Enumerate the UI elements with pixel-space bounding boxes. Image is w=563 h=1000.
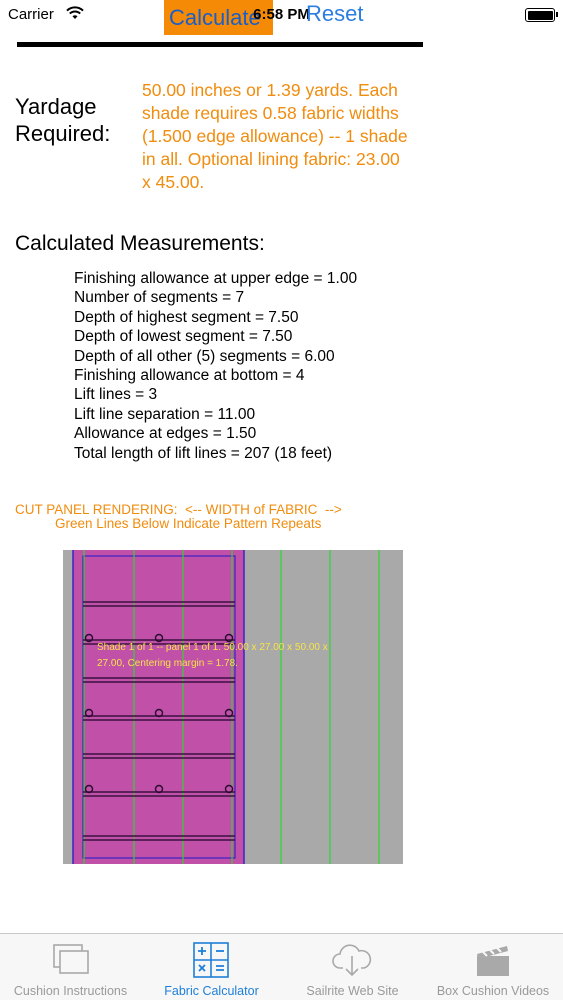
calculated-heading: Calculated Measurements: [15, 232, 265, 255]
tab-label: Sailrite Web Site [306, 984, 399, 998]
tab-label: Cushion Instructions [13, 984, 128, 998]
measurement-item: Finishing allowance at upper edge = 1.00 [74, 270, 358, 287]
calculate-button[interactable]: Calculate [164, 0, 273, 35]
cut-panel-subtitle: Green Lines Below Indicate Pattern Repeats [55, 516, 322, 531]
measurement-item: Lift line separation = 11.00 [74, 405, 256, 423]
measurement-item: Depth of highest segment = 7.50 [74, 308, 299, 326]
tab-cushion-instructions[interactable] [0, 934, 141, 1000]
measurement-item: Depth of lowest segment = 7.50 [74, 328, 293, 346]
cushion-instructions-icon [51, 942, 91, 978]
measurements-list [74, 269, 357, 463]
measurement-item: Lift lines = 3 [74, 386, 158, 404]
measurement-item: Number of segments = 7 [74, 289, 245, 307]
cut-panel-rendering [63, 550, 403, 864]
panel-caption: Shade 1 of 1 -- panel 1 of 1. 50.00 x 27.00 x 50.00 x 27.00, Centering margin = 1.78. [97, 642, 328, 669]
measurement-item: Finishing allowance at bottom = 4 [74, 367, 305, 385]
yardage-label: Yardage Required: [15, 94, 111, 146]
status-time: 6:58 PM [253, 6, 310, 23]
tab-fabric-calculator[interactable] [141, 934, 282, 1000]
tab-label: Fabric Calculator [164, 984, 259, 998]
tab-label: Box Cushion Videos [436, 984, 550, 998]
clapperboard-icon [473, 942, 513, 978]
cut-panel-diagram [63, 550, 403, 864]
measurement-item: Depth of all other (5) segments = 6.00 [74, 347, 335, 365]
status-bar [0, 0, 563, 30]
cloud-download-icon [332, 942, 372, 978]
tab-box-cushion-videos[interactable] [423, 934, 563, 1000]
measurement-item: Total length of lift lines = 207 (18 feet) [74, 444, 333, 462]
divider [17, 42, 423, 47]
shade-panel [73, 550, 244, 864]
cut-panel-title: CUT PANEL RENDERING: <-- WIDTH of FABRIC --> [15, 502, 342, 517]
measurement-item: Allowance at edges = 1.50 [74, 425, 257, 443]
tab-bar [0, 933, 563, 1000]
yardage-result: 50.00 inches or 1.39 yards. Each shade requires 0.58 fabric widths (1.500 edge allowance) -- 1 shade in all. Optional lining fabric: 23.00 x 45.00. [142, 80, 408, 192]
reset-button[interactable]: Reset [306, 1, 364, 26]
tab-sailrite-web-site[interactable] [282, 934, 423, 1000]
calculator-icon [193, 942, 229, 978]
carrier-label: Carrier [8, 6, 54, 23]
